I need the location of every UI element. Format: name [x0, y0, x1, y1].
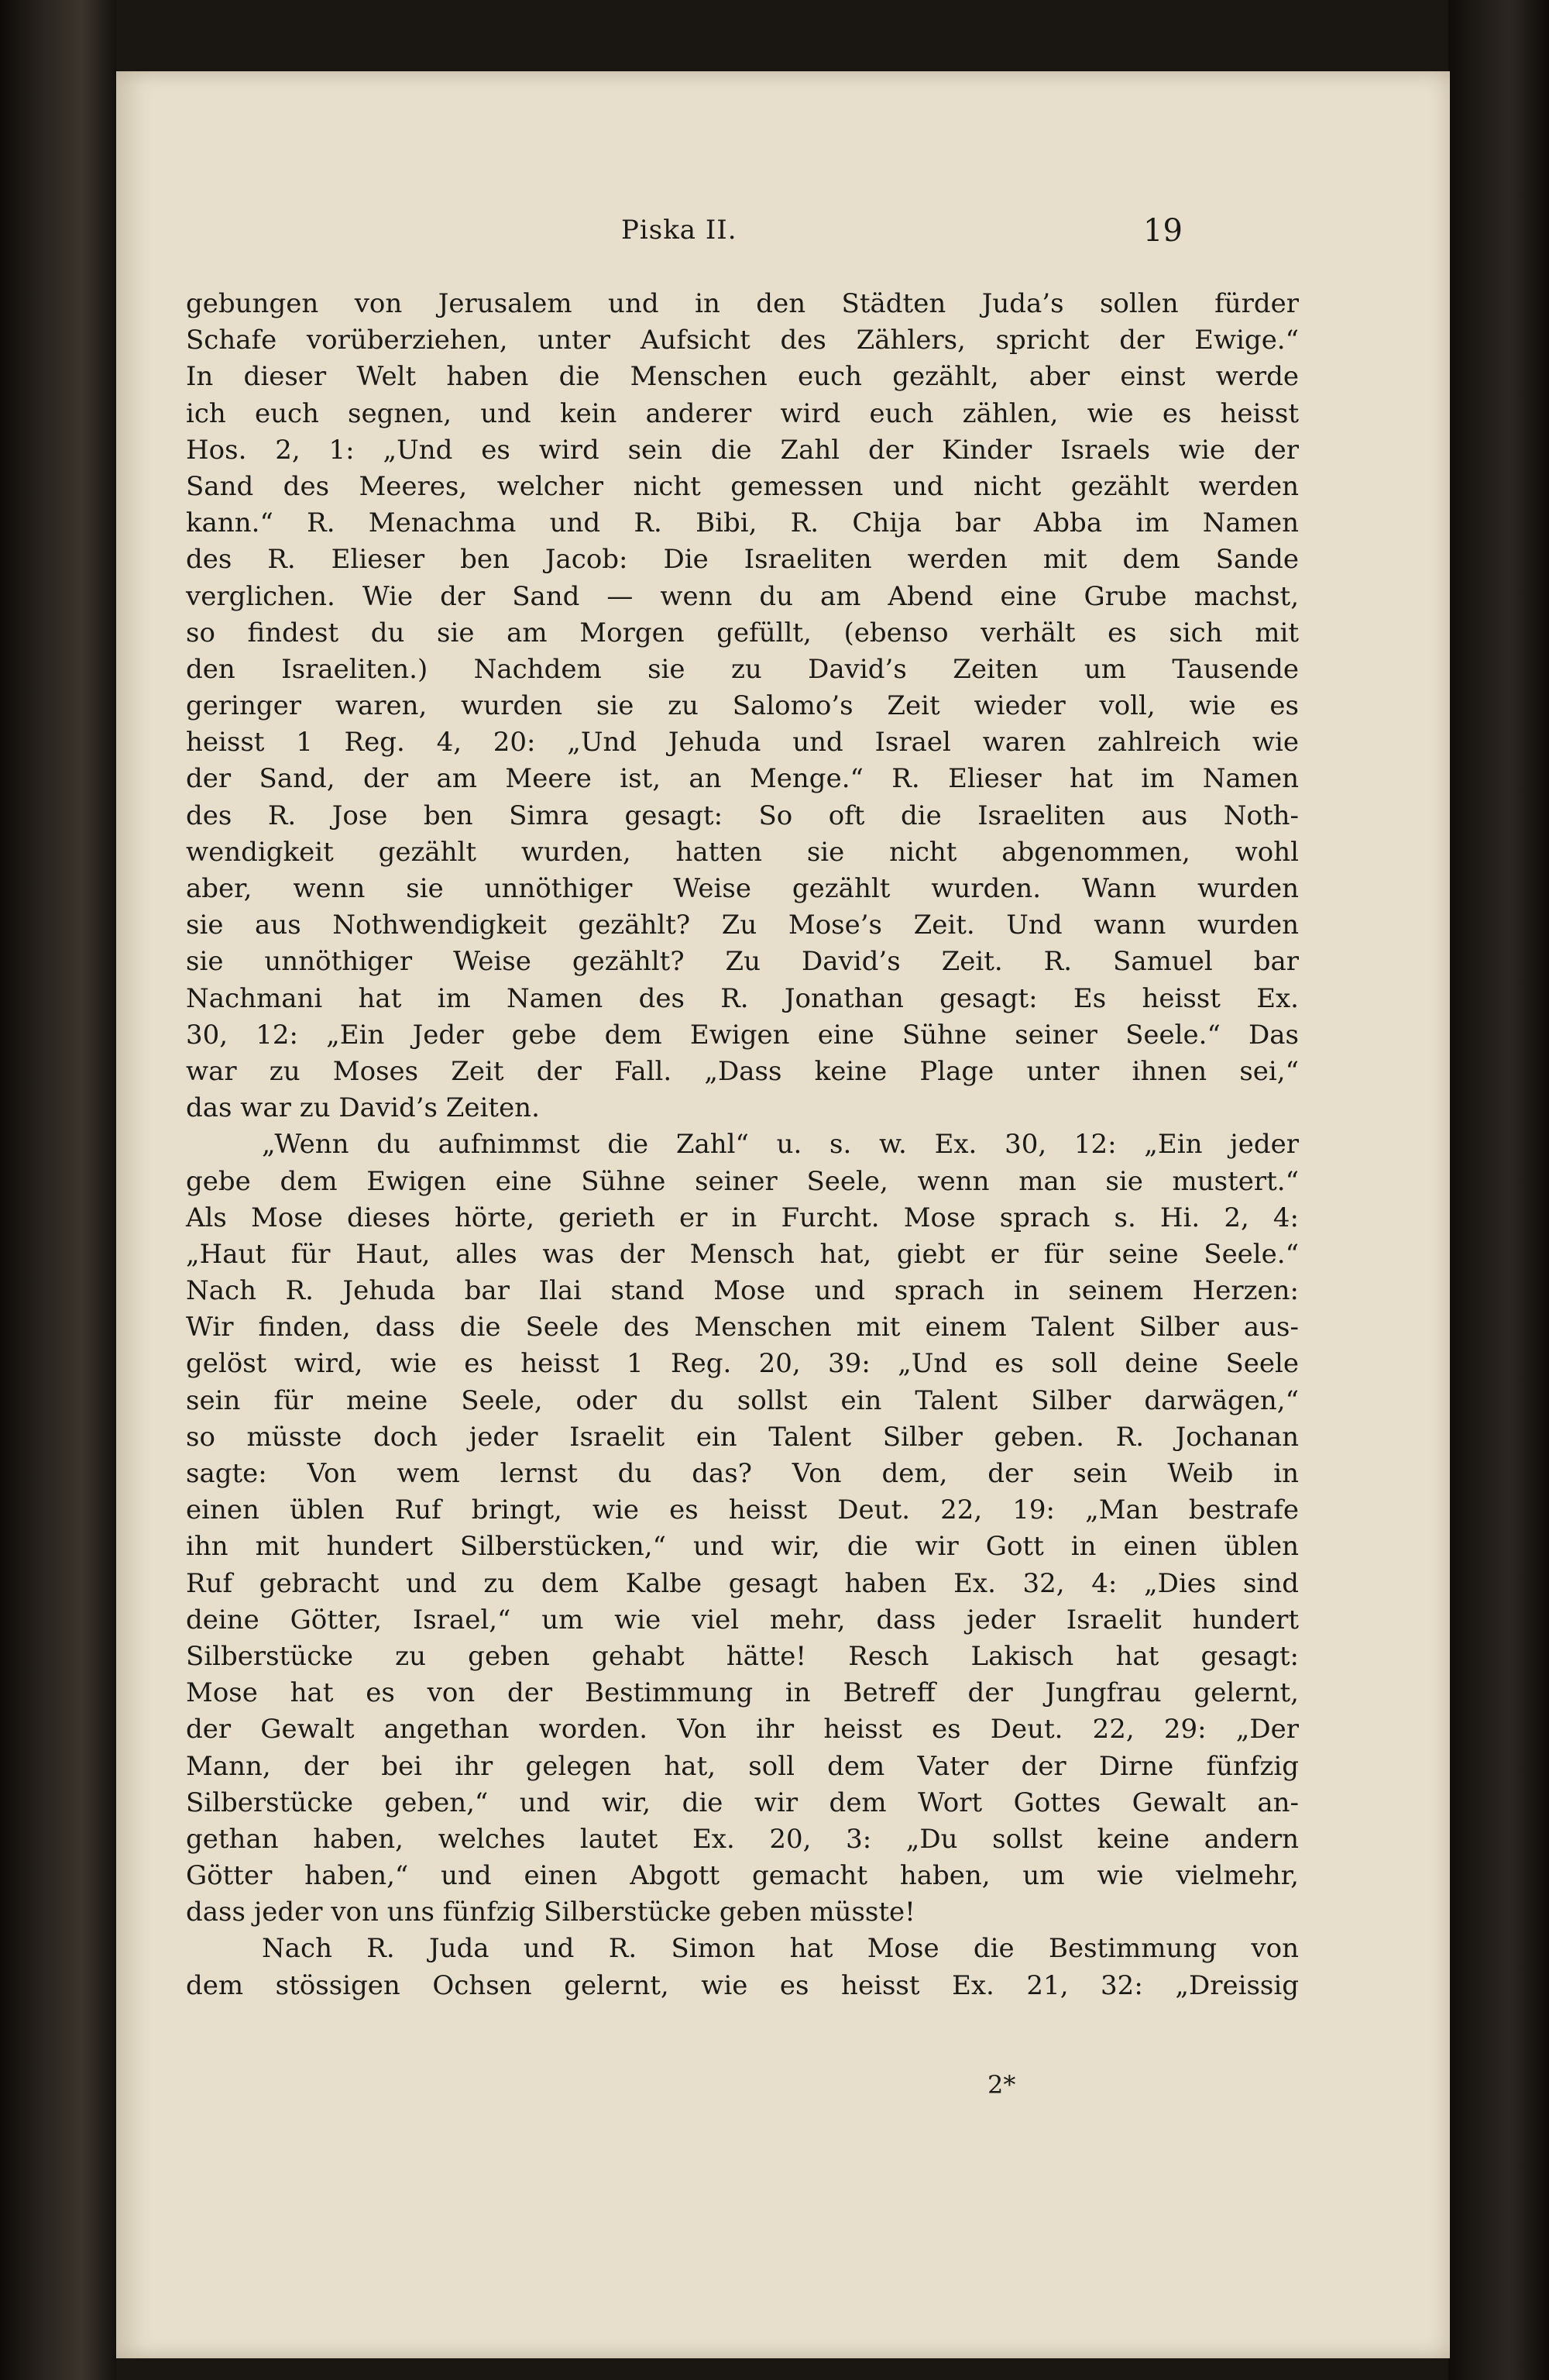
text-line: „Haut für Haut, alles was der Mensch hat, giebt er für seine Seele.“ [186, 1238, 1299, 1270]
running-title: Piska II. [621, 215, 737, 246]
text-line: Wir finden, dass die Seele des Menschen mit einem Talent Silber aus- [186, 1312, 1299, 1343]
text-line: einen üblen Ruf bringt, wie es heisst Deut. 22, 19: „Man bestrafe [186, 1494, 1299, 1526]
text-line: so findest du sie am Morgen gefüllt, (ebenso verhält es sich mit [186, 617, 1299, 648]
text-line: ihn mit hundert Silberstücken,“ und wir, die wir Gott in einen üblen [186, 1531, 1299, 1563]
text-line: sein für meine Seele, oder du sollst ein Talent Silber darwägen,“ [186, 1384, 1299, 1416]
text-line: war zu Moses Zeit der Fall. „Dass keine Plage unter ihnen sei,“ [186, 1055, 1299, 1087]
text-line: das war zu David’s Zeiten. [186, 1092, 540, 1124]
text-line: In dieser Welt haben die Menschen euch gezählt, aber einst werde [186, 361, 1299, 393]
text-line: heisst 1 Reg. 4, 20: „Und Jehuda und Israel waren zahlreich wie [186, 727, 1299, 758]
text-line: Silberstücke geben,“ und wir, die wir dem Wort Gottes Gewalt an- [186, 1787, 1299, 1818]
text-line: Mose hat es von der Bestimmung in Betreff der Jungfrau gelernt, [186, 1677, 1299, 1709]
text-line: dem stössigen Ochsen gelernt, wie es heisst Ex. 21, 32: „Dreissig [186, 1969, 1299, 2001]
text-line: Mann, der bei ihr gelegen hat, soll dem Vater der Dirne fünfzig [186, 1750, 1299, 1782]
text-line: Als Mose dieses hörte, gerieth er in Furcht. Mose sprach s. Hi. 2, 4: [186, 1202, 1299, 1233]
text-line: des R. Elieser ben Jacob: Die Israeliten werden mit dem Sande [186, 544, 1299, 576]
text-line: „Wenn du aufnimmst die Zahl“ u. s. w. Ex. 30, 12: „Ein jeder [262, 1129, 1299, 1161]
text-line: so müsste doch jeder Israelit ein Talent Silber geben. R. Jochanan [186, 1421, 1299, 1453]
printer-signature-mark: 2* [987, 2070, 1016, 2100]
text-line: Nachmani hat im Namen des R. Jonathan gesagt: Es heisst Ex. [186, 982, 1299, 1014]
text-line: wendigkeit gezählt wurden, hatten sie nicht abgenommen, wohl [186, 836, 1299, 868]
text-line: kann.“ R. Menachma und R. Bibi, R. Chija bar Abba im Namen [186, 507, 1299, 539]
text-line: verglichen. Wie der Sand — wenn du am Abend eine Grube machst, [186, 580, 1299, 612]
text-line: Hos. 2, 1: „Und es wird sein die Zahl der Kinder Israels wie der [186, 434, 1299, 466]
text-line: aber, wenn sie unnöthiger Weise gezählt wurden. Wann wurden [186, 873, 1299, 904]
page-number: 19 [1143, 213, 1183, 249]
text-line: sagte: Von wem lernst du das? Von dem, der sein Weib in [186, 1458, 1299, 1489]
text-line: gebungen von Jerusalem und in den Städten Juda’s sollen fürder [186, 288, 1299, 319]
text-line: den Israeliten.) Nachdem sie zu David’s Zeiten um Tausende [186, 653, 1299, 685]
book-cover-left-edge [0, 0, 116, 2380]
text-line: Ruf gebracht und zu dem Kalbe gesagt haben Ex. 32, 4: „Dies sind [186, 1567, 1299, 1599]
text-line: gethan haben, welches lautet Ex. 20, 3: „Du sollst keine andern [186, 1823, 1299, 1855]
text-line: des R. Jose ben Simra gesagt: So oft die Israeliten aus Noth- [186, 800, 1299, 831]
text-line: der Gewalt angethan worden. Von ihr heisst es Deut. 22, 29: „Der [186, 1714, 1299, 1745]
text-line: Sand des Meeres, welcher nicht gemessen und nicht gezählt werden [186, 470, 1299, 502]
text-line: gelöst wird, wie es heisst 1 Reg. 20, 39: „Und es soll deine Seele [186, 1348, 1299, 1380]
text-line: Schafe vorüberziehen, unter Aufsicht des Zählers, spricht der Ewige.“ [186, 325, 1299, 356]
text-line: geringer waren, wurden sie zu Salomo’s Zeit wieder voll, wie es [186, 690, 1299, 722]
text-line: ich euch segnen, und kein anderer wird euch zählen, wie es heisst [186, 397, 1299, 429]
book-cover-right-edge [1448, 0, 1549, 2380]
text-line: Nach R. Jehuda bar Ilai stand Mose und sprach in seinem Herzen: [186, 1275, 1299, 1307]
text-line: sie aus Nothwendigkeit gezählt? Zu Mose’s Zeit. Und wann wurden [186, 910, 1299, 941]
text-line: sie unnöthiger Weise gezählt? Zu David’s Zeit. R. Samuel bar [186, 946, 1299, 978]
page-header [116, 215, 1450, 261]
text-line: Götter haben,“ und einen Abgott gemacht haben, um wie vielmehr, [186, 1860, 1299, 1892]
text-line: 30, 12: „Ein Jeder gebe dem Ewigen eine Sühne seiner Seele.“ Das [186, 1019, 1299, 1051]
text-line: deine Götter, Israel,“ um wie viel mehr, dass jeder Israelit hundert [186, 1604, 1299, 1635]
text-line: dass jeder von uns fünfzig Silberstücke geben müsste! [186, 1897, 915, 1928]
text-line: Silberstücke zu geben gehabt hätte! Resch Lakisch hat gesagt: [186, 1640, 1299, 1672]
text-line: Nach R. Juda und R. Simon hat Mose die Bestimmung von [262, 1933, 1299, 1965]
text-line: gebe dem Ewigen eine Sühne seiner Seele, wenn man sie mustert.“ [186, 1165, 1299, 1197]
book-page [116, 71, 1450, 2358]
text-line: der Sand, der am Meere ist, an Menge.“ R. Elieser hat im Namen [186, 763, 1299, 795]
body-text [186, 286, 1299, 2004]
